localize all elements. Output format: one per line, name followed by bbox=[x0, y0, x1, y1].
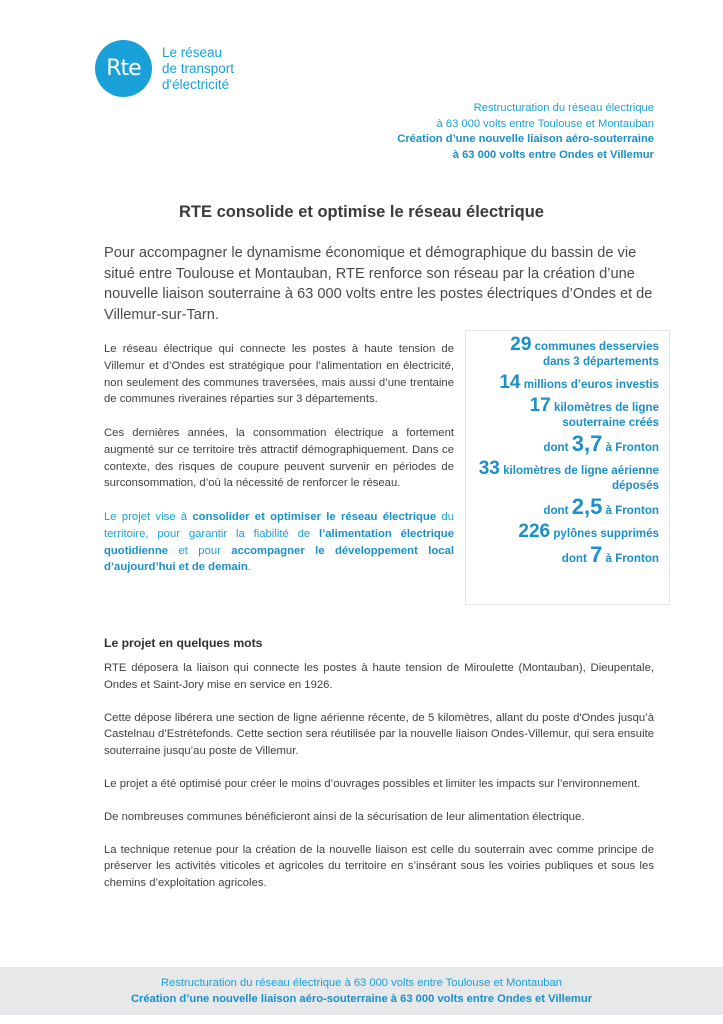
left-column bbox=[104, 341, 454, 593]
project-summary-section bbox=[104, 636, 654, 908]
stat-label: à Fronton bbox=[602, 552, 659, 565]
key-figures-box bbox=[465, 330, 670, 605]
stat-label: à Fronton bbox=[602, 441, 659, 454]
summary-paragraph: De nombreuses communes bénéficieront ainsi de la sécurisation de leur alimentation électrique. bbox=[104, 810, 585, 823]
logo-tagline bbox=[162, 45, 234, 93]
page-title: RTE consolide et optimise le réseau électrique bbox=[179, 203, 544, 221]
stat-prefix: dont bbox=[543, 504, 572, 517]
aim-text-2: du territoire, pour garantir la fiabilité de bbox=[104, 510, 454, 540]
stat-number: 29 bbox=[510, 334, 532, 355]
stat-investment bbox=[472, 372, 659, 393]
stat-pylons bbox=[472, 521, 659, 542]
stat-prefix: dont bbox=[561, 552, 591, 565]
stat-underground-km bbox=[472, 395, 659, 430]
stat-label-2: souterraine créés bbox=[562, 416, 659, 429]
stat-number: 7 bbox=[590, 542, 603, 567]
summary-paragraph: Cette dépose libérera une section de ligne aérienne récente, de 5 kilomètres, allant du poste d'Ondes jusqu’à Castelnau d’Estrétefonds. Cette section sera réutilisée par la nouvelle liaison Ondes-Villemur, qui sera ensuite souterraine jusqu’au poste de Villemur. bbox=[104, 711, 654, 757]
stat-prefix: dont bbox=[543, 441, 572, 454]
stat-label: pylônes supprimés bbox=[550, 527, 659, 540]
summary-paragraph: RTE déposera la liaison qui connecte les postes à haute tension de Miroulette (Montauban), Dieupentale, Ondes et Saint-Jory mise en service en 1926. bbox=[104, 662, 654, 691]
document-header bbox=[397, 101, 654, 163]
stat-number: 33 bbox=[478, 458, 500, 479]
aim-text-4: . bbox=[247, 561, 251, 574]
rte-logo bbox=[95, 40, 234, 97]
stat-label: kilomètres de ligne bbox=[550, 401, 659, 414]
header-line-3: Création d’une nouvelle liaison aéro-souterraine bbox=[397, 133, 654, 145]
stat-number: 226 bbox=[518, 521, 551, 542]
stat-number: 14 bbox=[499, 372, 521, 393]
aim-text-1: Le projet vise à bbox=[104, 510, 193, 523]
stat-label-2: dans 3 départements bbox=[543, 355, 659, 368]
summary-paragraph: Le projet a été optimisé pour créer le moins d’ouvrages possibles et limiter les impacts sur l’environnement. bbox=[104, 777, 641, 790]
stat-label-2: déposés bbox=[611, 479, 659, 492]
logo-line-1: Le réseau bbox=[162, 44, 223, 60]
stat-number: 17 bbox=[529, 395, 551, 416]
aim-bold-3: accompagner le développement local d’aujourd’hui et de demain bbox=[104, 544, 454, 574]
logo-mark-text: Rte bbox=[106, 56, 141, 81]
summary-paragraph: La technique retenue pour la création de la nouvelle liaison est celle du souterrain avec comme principe de préserver les activités viticoles et agricoles du territoire en s’insérant sous les voiries publiques et sous les chemins d’exploitation agricoles. bbox=[104, 843, 654, 889]
stat-communes bbox=[472, 334, 659, 369]
paragraph-network: Le réseau électrique qui connecte les postes à haute tension de Villemur et d’Ondes est stratégique pour l’alimentation en électricité, non seulement des communes traversées, mais aussi d’une trentaine de communes riveraines réparties sur 3 départements. bbox=[104, 343, 454, 406]
stat-label: communes desservies bbox=[531, 340, 659, 353]
stat-label: kilomètres de ligne aérienne bbox=[499, 464, 659, 477]
logo-line-2: de transport bbox=[162, 60, 235, 76]
header-line-2: à 63 000 volts entre Toulouse et Montauban bbox=[436, 117, 654, 130]
stat-label: à Fronton bbox=[602, 504, 659, 517]
stat-aerial-fronton bbox=[472, 494, 659, 519]
footer-line-1: Restructuration du réseau électrique à 63 000 volts entre Toulouse et Montauban bbox=[161, 977, 562, 989]
header-line-1: Restructuration du réseau électrique bbox=[473, 102, 654, 114]
page-footer bbox=[0, 967, 723, 1015]
stat-number: 3,7 bbox=[571, 431, 603, 456]
aim-bold-2: l’alimentation électrique quotidienne bbox=[104, 527, 454, 557]
paragraph-consumption: Ces dernières années, la consommation électrique a fortement augmenté sur ce territoire très attractif démographiquement. Dans ce contexte, des risques de coupure peuvent survenir en périodes de surconsommation, d’où la nécessité de renforcer le réseau. bbox=[104, 426, 454, 490]
stat-label: millions d’euros investis bbox=[520, 378, 659, 391]
footer-line-2: Création d’une nouvelle liaison aéro-souterraine à 63 000 volts entre Ondes et Villemur bbox=[130, 993, 593, 1005]
aim-text-3: et pour bbox=[168, 544, 232, 557]
logo-line-3: d'électricité bbox=[162, 76, 230, 92]
stat-aerial-km bbox=[472, 458, 659, 493]
paragraph-project-aim bbox=[104, 509, 454, 576]
stat-pylons-fronton bbox=[472, 542, 659, 567]
intro-paragraph: Pour accompagner le dynamisme économique et démographique du bassin de vie situé entre Toulouse et Montauban, RTE renforce son réseau par la création d’une nouvelle liaison souterraine à 63 000 volts entre les postes électriques d’Ondes et de Villemur-sur-Tarn. bbox=[104, 245, 653, 323]
rte-logo-mark bbox=[95, 40, 152, 97]
aim-bold-1: consolider et optimiser le réseau électrique bbox=[192, 510, 437, 523]
header-line-4: à 63 000 volts entre Ondes et Villemur bbox=[452, 148, 654, 161]
stat-underground-fronton bbox=[472, 431, 659, 456]
stat-number: 2,5 bbox=[571, 494, 603, 519]
section-heading: Le projet en quelques mots bbox=[104, 636, 263, 650]
